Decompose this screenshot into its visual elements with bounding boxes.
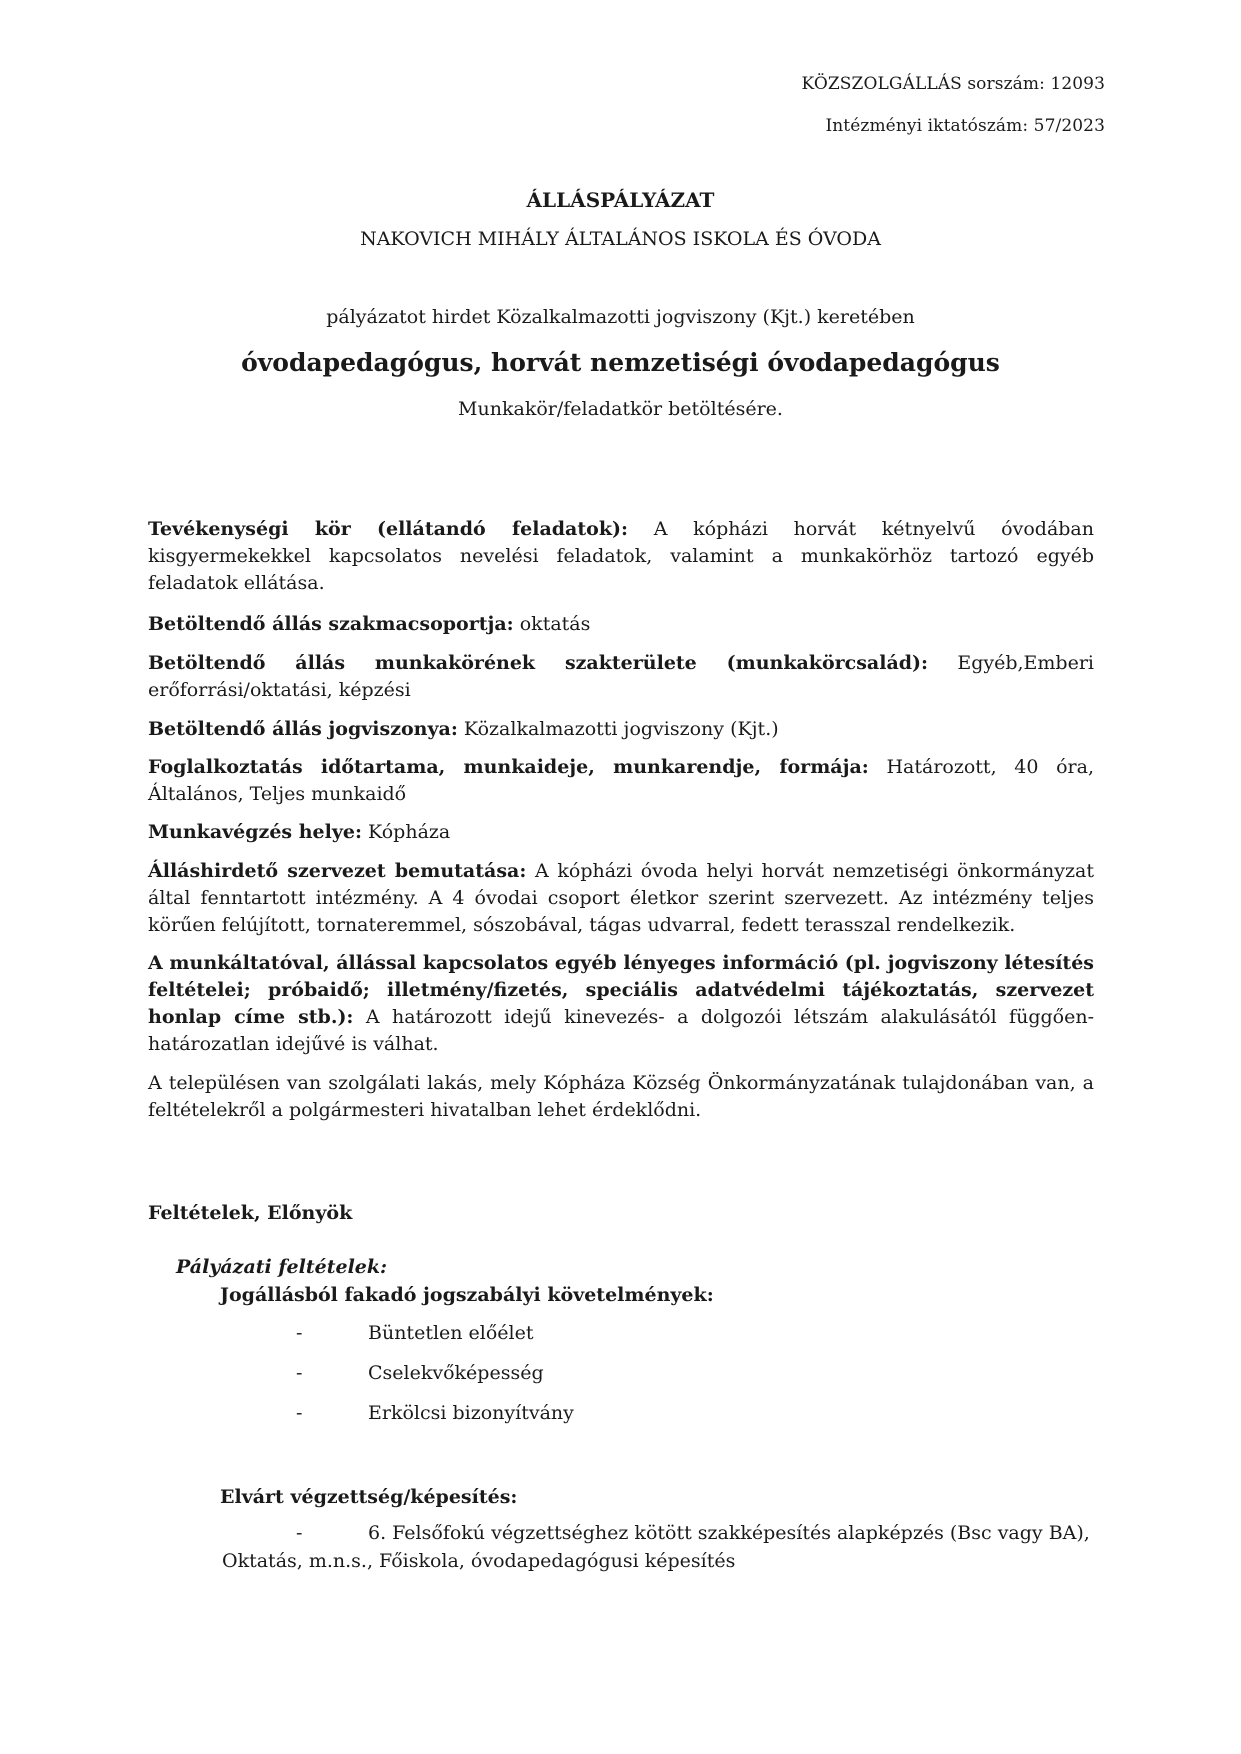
field-legal-relationship: [148, 716, 1094, 743]
field-employment-terms: [148, 754, 1094, 808]
education-heading: Elvárt végzettség/képesítés:: [220, 1486, 518, 1508]
field-label: Betöltendő állás szakmacsoportja:: [148, 613, 514, 635]
position-subtitle: Munkakör/feladatkör betöltésére.: [458, 398, 783, 420]
field-value: Egyéb,Emberi erőforrási/oktatási, képzési: [148, 652, 1094, 701]
field-label: Tevékenységi kör (ellátandó feladatok):: [148, 518, 628, 540]
serial-number: KÖZSZOLGÁLLÁS sorszám: 12093: [801, 74, 1105, 94]
position-title: óvodapedagógus, horvát nemzetiségi óvodapedagógus: [241, 348, 1000, 377]
list-bullet: -: [296, 1322, 303, 1344]
legal-requirements-heading: Jogállásból fakadó jogszabályi követelmények:: [220, 1284, 714, 1306]
field-activity: [148, 516, 1094, 597]
list-bullet: -: [296, 1402, 303, 1424]
field-value: A határozott idejű kinevezés- a dolgozói létszám alakulásától függően- határozatlan idejűvé is válhat.: [148, 1006, 1094, 1055]
application-conditions-subheading: Pályázati feltételek:: [176, 1256, 388, 1278]
document-title: ÁLLÁSPÁLYÁZAT: [526, 188, 715, 212]
field-value: A kópházi óvoda helyi horvát nemzetiségi önkormányzat által fenntartott intézmény. A 4 óvodai csoport életkor szerint szervezett. Az intézmény teljes körűen felújított, tornateremmel, sószobával, tágas udvarral, fedett terasszal rendelkezik.: [148, 860, 1094, 936]
field-label: Betöltendő állás munkakörének szakterülete (munkakörcsalád):: [148, 652, 929, 674]
field-value: oktatás: [513, 613, 591, 635]
field-value: Határozott, 40 óra, Általános, Teljes munkaidő: [148, 756, 1094, 805]
list-bullet: -: [296, 1522, 303, 1544]
filing-number: Intézményi iktatószám: 57/2023: [825, 116, 1105, 136]
field-label: Foglalkoztatás időtartama, munkaideje, munkarendje, formája:: [148, 756, 869, 778]
field-value: Közalkalmazotti jogviszony (Kjt.): [457, 718, 779, 740]
list-item: Cselekvőképesség: [368, 1362, 544, 1384]
institution-name: NAKOVICH MIHÁLY ÁLTALÁNOS ISKOLA ÉS ÓVODA: [360, 228, 881, 250]
education-line-1: 6. Felsőfokú végzettséghez kötött szakképesítés alapképzés (Bsc vagy BA),: [368, 1522, 1090, 1544]
list-item: Erkölcsi bizonyítvány: [368, 1402, 574, 1424]
field-profession-group: [148, 611, 1094, 638]
list-item: Büntetlen előélet: [368, 1322, 534, 1344]
field-label: Álláshirdető szervezet bemutatása:: [148, 860, 527, 882]
field-workplace: [148, 819, 1094, 846]
list-bullet: -: [296, 1362, 303, 1384]
field-label: A munkáltatóval, állással kapcsolatos egyéb lényeges információ (pl. jogviszony létesítés feltételei; próbaidő; illetmény/fizetés, speciális adatvédelmi tájékoztatás, szervezet honlap címe stb.):: [148, 952, 1094, 1028]
field-other-info: [148, 950, 1094, 1058]
field-value: Kópháza: [362, 821, 451, 843]
field-value: A kópházi horvát kétnyelvű óvodában kisgyermekekkel kapcsolatos nevelési feladatok, valamint a munkakörhöz tartozó egyéb feladatok ellátása.: [148, 518, 1094, 594]
education-line-2: Oktatás, m.n.s., Főiskola, óvodapedagógusi képesítés: [222, 1550, 736, 1572]
housing-note: A településen van szolgálati lakás, mely Kópháza Község Önkormányzatának tulajdonában van, a feltételekről a polgármesteri hivatalban lehet érdeklődni.: [148, 1072, 1094, 1121]
field-label: Betöltendő állás jogviszonya:: [148, 718, 458, 740]
field-job-area: [148, 650, 1094, 704]
intro-line: pályázatot hirdet Közalkalmazotti jogviszony (Kjt.) keretében: [326, 306, 915, 328]
conditions-heading: Feltételek, Előnyök: [148, 1202, 353, 1224]
field-organization-intro: [148, 858, 1094, 939]
field-label: Munkavégzés helye:: [148, 821, 363, 843]
